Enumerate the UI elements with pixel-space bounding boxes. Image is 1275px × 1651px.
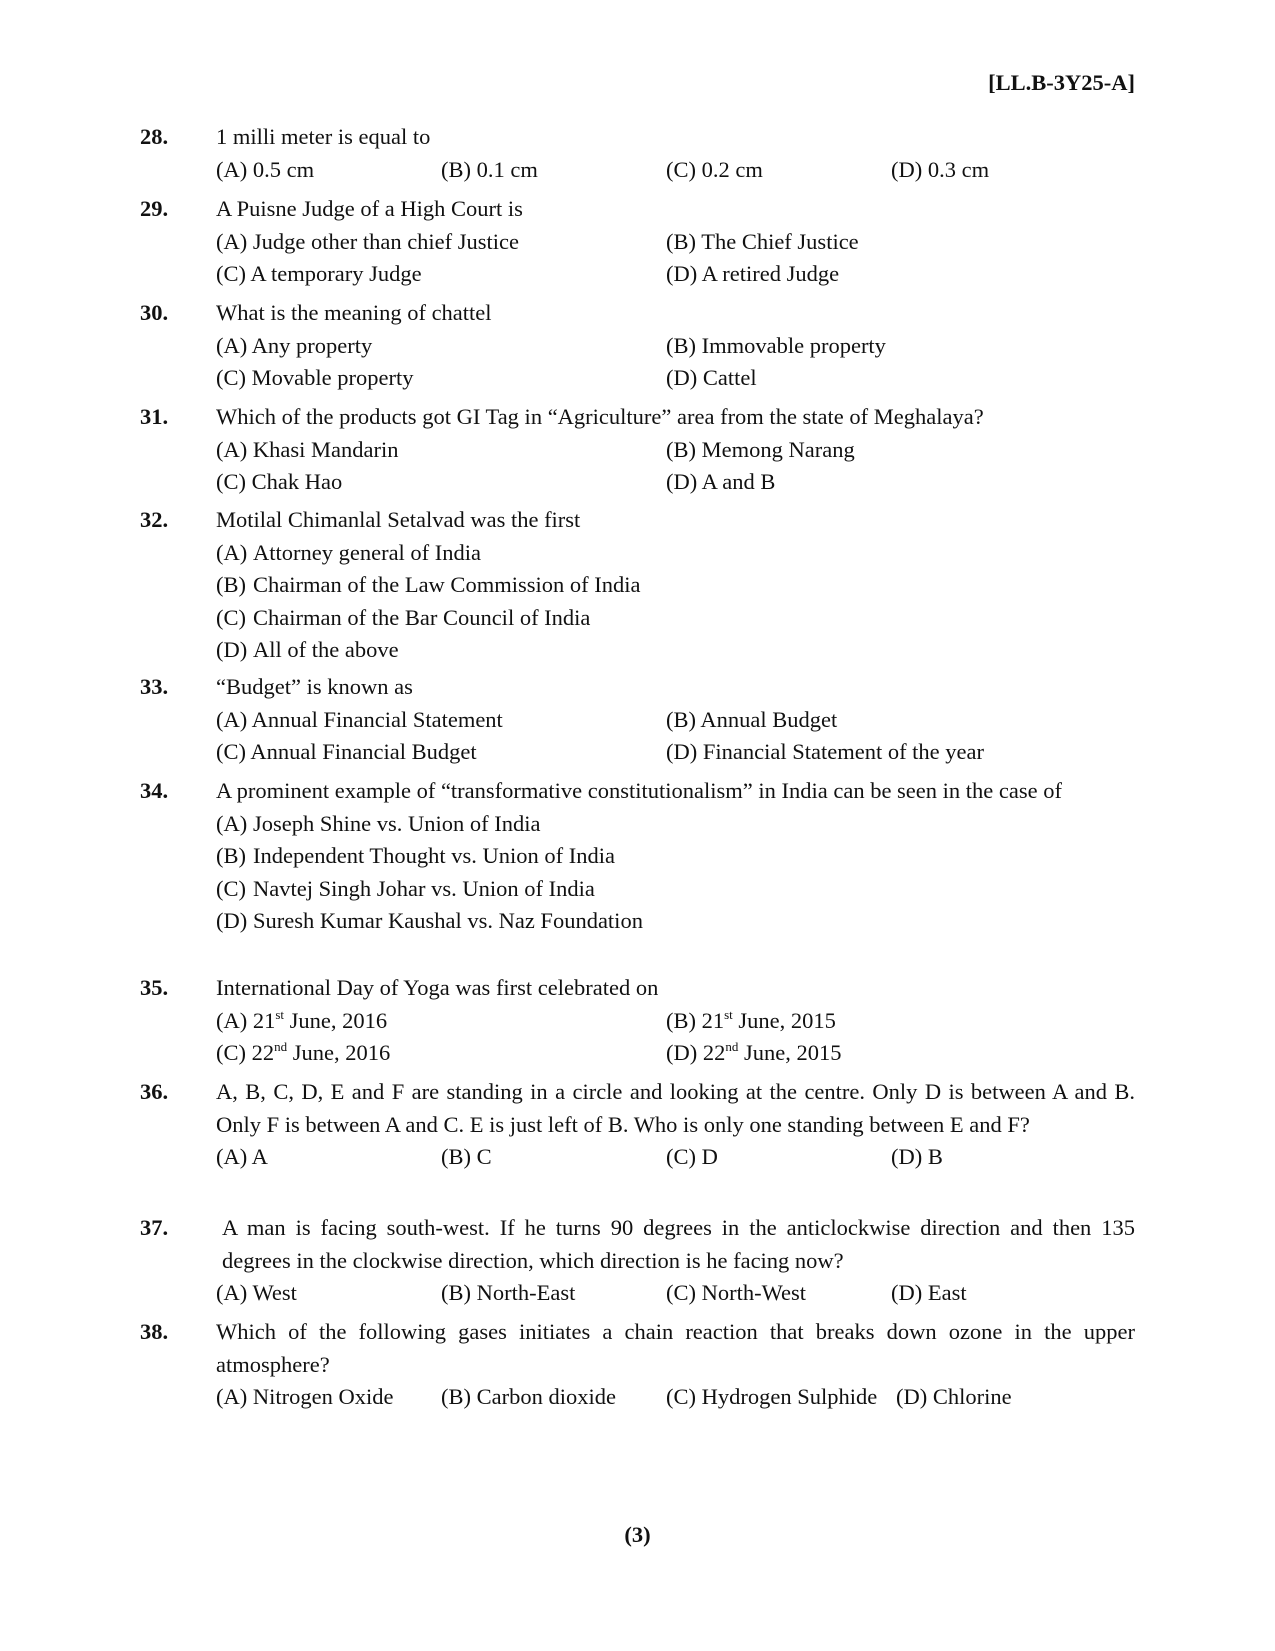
question-number: 34. <box>140 778 169 803</box>
option-label: (C) <box>216 604 246 630</box>
option-label: (C) <box>216 875 246 901</box>
option-c: (C) 22nd June, 2016 <box>216 1039 391 1066</box>
option-a: (A) A <box>216 1144 268 1170</box>
option-label: (A) <box>216 810 248 836</box>
question-number: 35. <box>140 975 169 1000</box>
question-text: A prominent example of “transformative constitutionalism” in India can be seen in the case of <box>216 778 1062 803</box>
option-label: (D) <box>216 637 248 663</box>
option-a: (A) Annual Financial Statement <box>216 706 503 732</box>
option-d: All of the above <box>253 637 399 663</box>
option-b: (B) North-East <box>441 1280 576 1306</box>
option-c: (C) D <box>666 1144 718 1170</box>
option-c: (C) A temporary Judge <box>216 261 422 287</box>
question-text: International Day of Yoga was first celebrated on <box>216 975 659 1000</box>
option-b: Independent Thought vs. Union of India <box>253 843 616 869</box>
question-32 <box>140 504 1135 667</box>
question-text: A, B, C, D, E and F are standing in a circle and looking at the centre. Only D is between A and B. Only F is between A and C. E is just left of B. Who is only one standing between E and F? <box>216 1079 1135 1137</box>
option-b: (B) Annual Budget <box>666 706 838 732</box>
option-c: (C) Annual Financial Budget <box>216 739 477 765</box>
option-label: (B) <box>216 572 246 598</box>
option-a: (A) Nitrogen Oxide <box>216 1384 394 1410</box>
option-a: (A) Any property <box>216 332 373 358</box>
option-a: (A) West <box>216 1280 297 1306</box>
option-d: (D) Chlorine <box>896 1384 1012 1410</box>
question-text: “Budget” is known as <box>216 674 413 699</box>
option-d: (D) A and B <box>666 469 776 495</box>
question-number: 30. <box>140 300 169 325</box>
option-label: (B) <box>216 843 246 869</box>
question-number: 32. <box>140 507 169 532</box>
option-d: (D) Cattel <box>666 365 757 391</box>
question-33 <box>140 671 1135 769</box>
option-b: (B) 0.1 cm <box>441 156 538 182</box>
question-number: 29. <box>140 196 169 221</box>
option-b: (B) Memong Narang <box>666 436 855 462</box>
option-b: (B) Carbon dioxide <box>441 1384 616 1410</box>
question-text: A man is facing south-west. If he turns 90 degrees in the anticlockwise direction and then 135 degrees in the clockwise direction, which direction is he facing now? <box>222 1215 1135 1273</box>
question-text: Which of the following gases initiates a chain reaction that breaks down ozone in the upper atmosphere? <box>216 1319 1135 1377</box>
option-a: (A) 0.5 cm <box>216 156 315 182</box>
question-text: What is the meaning of chattel <box>216 300 492 325</box>
option-a: Joseph Shine vs. Union of India <box>253 810 541 836</box>
question-number: 38. <box>140 1319 169 1344</box>
option-c: (C) Hydrogen Sulphide <box>666 1384 878 1410</box>
question-35 <box>140 972 1135 1070</box>
option-d: (D) East <box>891 1280 967 1306</box>
option-d: (D) A retired Judge <box>666 261 840 287</box>
option-a: (A) Judge other than chief Justice <box>216 228 520 254</box>
option-c: (C) North-West <box>666 1280 807 1306</box>
question-number: 33. <box>140 674 169 699</box>
question-text: A Puisne Judge of a High Court is <box>216 196 523 221</box>
option-c: (C) 0.2 cm <box>666 156 763 182</box>
option-d: Suresh Kumar Kaushal vs. Naz Foundation <box>253 908 643 934</box>
question-number: 36. <box>140 1079 169 1104</box>
option-c: Navtej Singh Johar vs. Union of India <box>253 875 595 901</box>
option-a: (A) Khasi Mandarin <box>216 436 399 462</box>
option-label: (D) <box>216 908 248 934</box>
page-number: (3) <box>624 1522 651 1547</box>
question-28 <box>140 121 1135 186</box>
question-29 <box>140 193 1135 291</box>
option-b: Chairman of the Law Commission of India <box>253 572 641 598</box>
option-c: Chairman of the Bar Council of India <box>253 604 591 630</box>
question-31 <box>140 401 1135 499</box>
option-a: Attorney general of India <box>253 539 482 565</box>
option-d: (D) Financial Statement of the year <box>666 739 985 765</box>
option-d: (D) 22nd June, 2015 <box>666 1039 842 1066</box>
option-label: (A) <box>216 539 248 565</box>
option-b: (B) 21st June, 2015 <box>666 1006 836 1033</box>
option-b: (B) Immovable property <box>666 332 886 358</box>
question-38 <box>140 1316 1135 1414</box>
option-d: (D) 0.3 cm <box>891 156 990 182</box>
option-c: (C) Movable property <box>216 365 414 391</box>
question-text: Motilal Chimanlal Setalvad was the first <box>216 507 581 532</box>
question-36 <box>140 1076 1135 1174</box>
option-b: (B) The Chief Justice <box>666 228 859 254</box>
option-d: (D) B <box>891 1144 943 1170</box>
question-text: Which of the products got GI Tag in “Agriculture” area from the state of Meghalaya? <box>216 404 984 429</box>
question-text: 1 milli meter is equal to <box>216 124 431 149</box>
question-number: 28. <box>140 124 169 149</box>
paper-code: [LL.B-3Y25-A] <box>988 70 1135 95</box>
question-37 <box>140 1212 1135 1310</box>
question-34 <box>140 775 1135 938</box>
option-a: (A) 21st June, 2016 <box>216 1006 388 1033</box>
option-b: (B) C <box>441 1144 492 1170</box>
question-30 <box>140 297 1135 395</box>
option-c: (C) Chak Hao <box>216 469 343 495</box>
question-number: 37. <box>140 1215 169 1240</box>
question-number: 31. <box>140 404 169 429</box>
